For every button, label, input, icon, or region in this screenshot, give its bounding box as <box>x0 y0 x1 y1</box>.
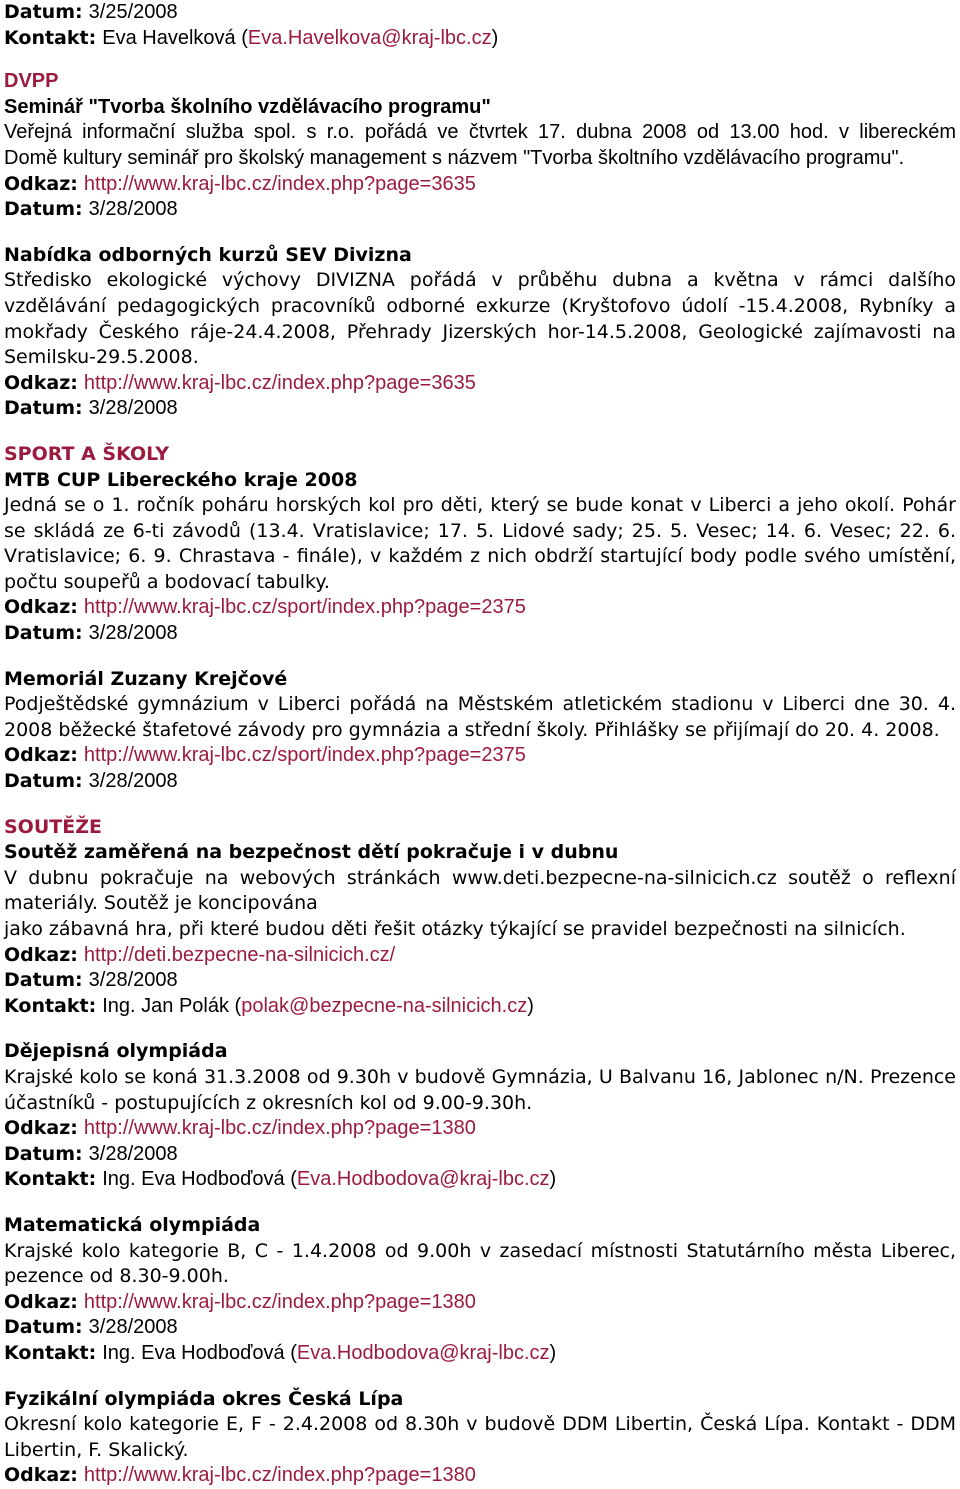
contact-name: Eva Havelková ( <box>102 26 248 49</box>
contact-line: Kontakt: Ing. Jan Polák (polak@bezpecne-na-silnicich.cz) <box>4 994 534 1017</box>
article-body: Okresní kolo kategorie E, F - 2.4.2008 od 8.30h v budově DDM Libertin, Česká Lípa. Kontakt - DDM Libertin, F. Skalický. <box>4 1413 956 1461</box>
contact-email-link[interactable]: Eva.Hodbodova@kraj-lbc.cz <box>296 1168 550 1191</box>
article-body: Podještědské gymnázium v Liberci pořádá na Městském atletickém stadionu v Liberci dne 30. 4. 2008 běžecké štafetové závody pro gymnázia a střední školy. Přihlášky se přijímají do 20. 4. 2008. <box>4 693 956 741</box>
article-body: jako zábavná hra, při které budou děti řešit otázky týkající se pravidel bezpečnosti na silnicích. <box>4 918 906 940</box>
article-link[interactable]: http://www.kraj-lbc.cz/index.php?page=1380 <box>83 1464 476 1487</box>
contact-email-link[interactable]: polak@bezpecne-na-silnicich.cz <box>241 994 528 1017</box>
article-link[interactable]: http://www.kraj-lbc.cz/index.php?page=3635 <box>83 172 476 195</box>
link-line: Odkaz: http://www.kraj-lbc.cz/index.php?page=3635 <box>4 371 476 394</box>
article-body: Středisko ekologické výchovy DIVIZNA pořádá v průběhu dubna a května v rámci dalšího vzdělávání pedagogických pracovníků odborné exkurze (Kryštofovo údolí -15.4.2008, Rybníky a mokřady Českého ráje-24.4.2008, Přehrady Jizerských hor-14.5.2008, Geologické zajímavosti na Semilsku-29.5.2008. <box>4 269 956 369</box>
section-heading-souteze: SOUTĚŽE <box>4 815 102 838</box>
date-line: Datum: 3/28/2008 <box>4 198 178 221</box>
article-title: Seminář "Tvorba školního vzdělávacího programu" <box>4 95 491 118</box>
article-body: V dubnu pokračuje na webových stránkách www.deti.bezpecne-na-silnicich.cz soutěž o reflexní materiály. Soutěž je koncipována <box>4 866 956 915</box>
date-line: Datum: 3/28/2008 <box>4 770 178 793</box>
article-title: Memoriál Zuzany Krejčové <box>4 667 288 690</box>
article-body: Krajské kolo kategorie B, C - 1.4.2008 od 9.00h v zasedací místnosti Statutárního města Liberec, pezence od 8.30-9.00h. <box>4 1239 956 1288</box>
link-line: Odkaz: http://www.kraj-lbc.cz/sport/index.php?page=2375 <box>4 596 526 619</box>
link-line: Odkaz: http://www.kraj-lbc.cz/sport/index.php?page=2375 <box>4 744 526 767</box>
article-title: Fyzikální olympiáda okres Česká Lípa <box>4 1387 404 1410</box>
article-title: Soutěž zaměřená na bezpečnost dětí pokračuje i v dubnu <box>4 841 619 864</box>
article-link[interactable]: http://www.kraj-lbc.cz/index.php?page=3635 <box>83 371 476 394</box>
date-label: Datum: <box>4 1 83 23</box>
contact-line: Kontakt: Ing. Eva Hodboďová (Eva.Hodbodova@kraj-lbc.cz) <box>4 1341 557 1364</box>
link-label: Odkaz: <box>4 172 78 195</box>
article-title: Matematická olympiáda <box>4 1213 261 1236</box>
date-line <box>4 0 956 26</box>
article-title: MTB CUP Libereckého kraje 2008 <box>4 468 358 491</box>
section-heading-dvpp: DVPP <box>4 70 59 93</box>
article-link[interactable]: http://deti.bezpecne-na-silnicich.cz/ <box>83 943 396 966</box>
link-line: Odkaz: http://www.kraj-lbc.cz/index.php?page=1380 <box>4 1290 476 1313</box>
date-line: Datum: 3/28/2008 <box>4 397 178 420</box>
contact-line: Kontakt: Eva Havelková (Eva.Havelkova@kraj-lbc.cz) <box>4 26 499 49</box>
date-line: Datum: 3/28/2008 <box>4 969 178 992</box>
link-line: Odkaz: http://deti.bezpecne-na-silnicich.cz/ <box>4 943 396 966</box>
contact-email-link[interactable]: Eva.Hodbodova@kraj-lbc.cz <box>296 1341 550 1364</box>
article-body: Veřejná informační služba spol. s r.o. pořádá ve čtvrtek 17. dubna 2008 od 13.00 hod. v libereckém <box>4 121 956 144</box>
article-body: Krajské kolo se koná 31.3.2008 od 9.30h v budově Gymnázia, U Balvanu 16, Jablonec n/N. Prezence účastníků - postupujících z okresních kol od 9.00-9.30h. <box>4 1065 956 1114</box>
article-link[interactable]: http://www.kraj-lbc.cz/sport/index.php?page=2375 <box>83 596 526 619</box>
article-link[interactable]: http://www.kraj-lbc.cz/index.php?page=1380 <box>83 1117 476 1140</box>
date-value: 3/25/2008 <box>88 1 178 23</box>
date-line: Datum: 3/28/2008 <box>4 1316 178 1339</box>
article-body: Domě kultury seminář pro školský management s názvem "Tvorba školtního vzdělávacího programu". <box>4 146 905 169</box>
link-line: Odkaz: http://www.kraj-lbc.cz/index.php?page=1380 <box>4 1117 476 1140</box>
contact-line: Kontakt: Ing. Eva Hodboďová (Eva.Hodbodova@kraj-lbc.cz) <box>4 1168 557 1191</box>
article-body: Jedná se o 1. ročník poháru horských kol pro děti, který se bude konat v Liberci a jeho okolí. Pohár se skládá ze 6-ti závodů (13.4. Vratislavice; 17. 5. Lidové sady; 25. 5. Vesec; 14. 6. Vesec; 22. 6. Vratislavice; 6. 9. Chrastava - finále), v každém z nich obdrží startující body podle svého umístění, počtu soupeřů a bodovací tabulky. <box>4 494 956 593</box>
article-title: Nabídka odborných kurzů SEV Divizna <box>4 243 412 266</box>
link-line: Odkaz: http://www.kraj-lbc.cz/index.php?page=1380 <box>4 1464 476 1487</box>
date-line: Datum: 3/28/2008 <box>4 622 178 645</box>
article-title: Dějepisná olympiáda <box>4 1040 228 1063</box>
contact-label: Kontakt: <box>4 26 97 49</box>
date-line: Datum: 3/28/2008 <box>4 1142 178 1165</box>
article-link[interactable]: http://www.kraj-lbc.cz/sport/index.php?page=2375 <box>83 744 526 767</box>
link-line <box>4 172 956 198</box>
section-heading-sport: SPORT A ŠKOLY <box>4 442 170 465</box>
contact-email-link[interactable]: Eva.Havelkova@kraj-lbc.cz <box>247 26 492 49</box>
article-link[interactable]: http://www.kraj-lbc.cz/index.php?page=1380 <box>83 1290 476 1313</box>
